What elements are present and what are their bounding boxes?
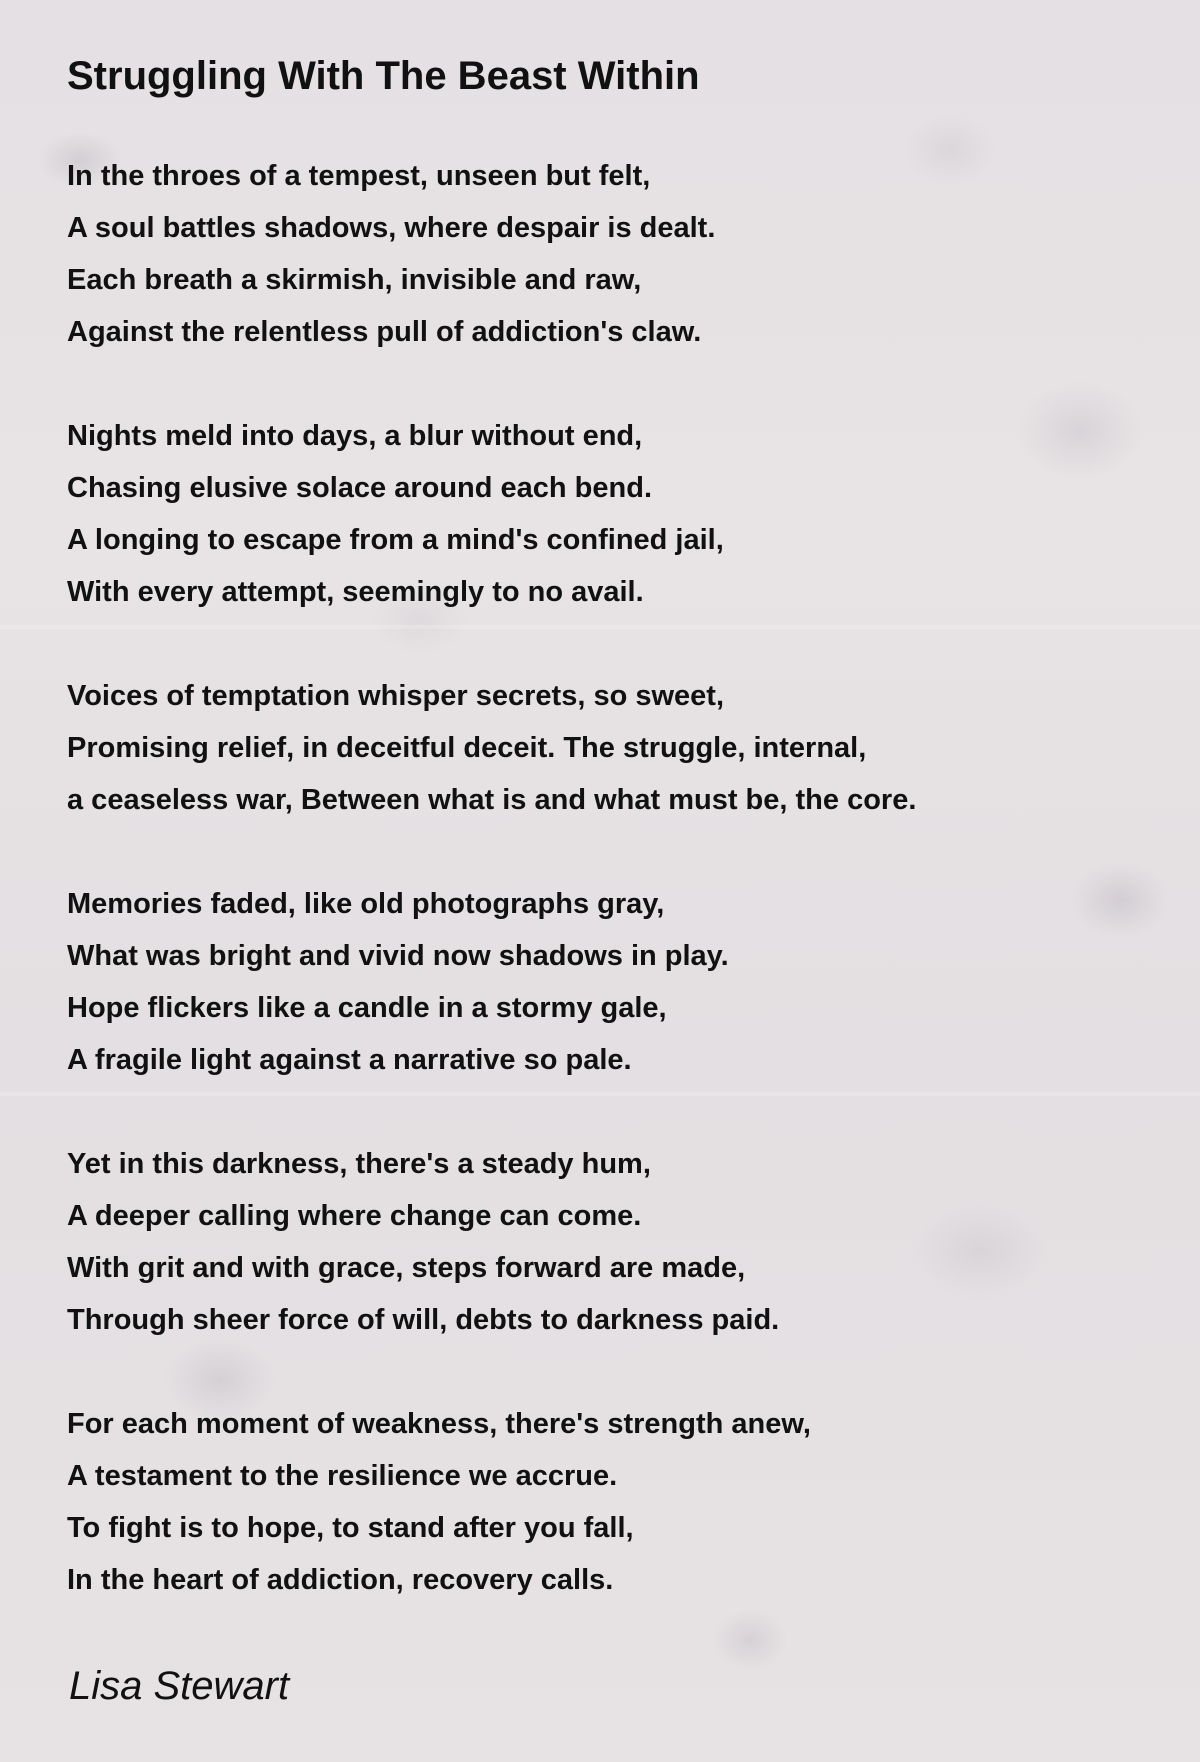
poem-line: Hope flickers like a candle in a stormy gale, <box>67 992 667 1024</box>
poem-author: Lisa Stewart <box>69 1664 290 1708</box>
poem-line: Memories faded, like old photographs gray, <box>67 888 665 920</box>
poem-line: Nights meld into days, a blur without end, <box>67 420 643 452</box>
poem-line: Promising relief, in deceitful deceit. The struggle, internal, <box>67 732 867 764</box>
poem-line: In the throes of a tempest, unseen but felt, <box>67 160 651 192</box>
stanza-6 <box>67 1398 1167 1606</box>
stanza-5 <box>67 1138 1167 1346</box>
poem-line: Voices of temptation whisper secrets, so sweet, <box>67 680 725 712</box>
poem-line: With grit and with grace, steps forward are made, <box>67 1252 746 1284</box>
poem-line: a ceaseless war, Between what is and what must be, the core. <box>67 784 917 816</box>
poem-line: Chasing elusive solace around each bend. <box>67 472 653 504</box>
poem-line: A testament to the resilience we accrue. <box>67 1460 618 1492</box>
poem-title: Struggling With The Beast Within <box>67 54 700 98</box>
poem-line: Yet in this darkness, there's a steady hum, <box>67 1148 651 1180</box>
poem-line: Each breath a skirmish, invisible and raw, <box>67 264 642 296</box>
poem-line: Against the relentless pull of addiction's claw. <box>67 316 702 348</box>
poem-line: A longing to escape from a mind's confined jail, <box>67 524 724 556</box>
stanza-1 <box>67 150 1167 358</box>
poem-body <box>67 150 1167 1658</box>
poem-line: With every attempt, seemingly to no avail. <box>67 576 644 608</box>
poem-line: For each moment of weakness, there's strength anew, <box>67 1408 811 1440</box>
poem-line: A soul battles shadows, where despair is dealt. <box>67 212 716 244</box>
stanza-3 <box>67 670 1167 826</box>
poem-line: To fight is to hope, to stand after you fall, <box>67 1512 634 1544</box>
stanza-2 <box>67 410 1167 618</box>
poem-line: A fragile light against a narrative so pale. <box>67 1044 632 1076</box>
poem-line: What was bright and vivid now shadows in play. <box>67 940 729 972</box>
poem-line: In the heart of addiction, recovery calls. <box>67 1564 614 1596</box>
poem-line: Through sheer force of will, debts to darkness paid. <box>67 1304 780 1336</box>
poem-line: A deeper calling where change can come. <box>67 1200 642 1232</box>
stanza-4 <box>67 878 1167 1086</box>
